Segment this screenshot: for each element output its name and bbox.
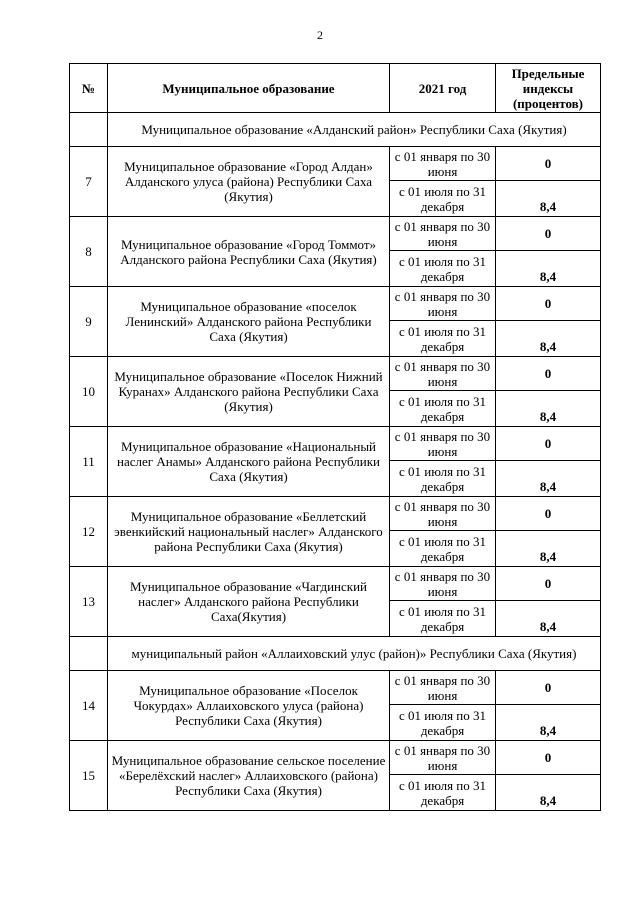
- header-index: Предельные индексы (процентов): [496, 64, 601, 113]
- section-row: [70, 113, 601, 147]
- table-row: [70, 497, 601, 531]
- index-first-half: 0: [496, 567, 601, 601]
- table-row: [70, 357, 601, 391]
- row-municipality: Муниципальное образование сельское поселение «Берелёхский наслег» Аллаиховского (района) Республики Саха (Якутия): [108, 741, 390, 811]
- period-first-half: с 01 января по 30 июня: [390, 741, 496, 775]
- period-second-half: с 01 июля по 31 декабря: [390, 705, 496, 741]
- index-first-half: 0: [496, 147, 601, 181]
- table-row: [70, 741, 601, 775]
- row-municipality: Муниципальное образование «Поселок Нижний Куранах» Алданского района Республики Саха (Якутия): [108, 357, 390, 427]
- index-first-half: 0: [496, 741, 601, 775]
- row-municipality: Муниципальное образование «Беллетский эвенкийский национальный наслег» Алданского района Республики Саха (Якутия): [108, 497, 390, 567]
- index-first-half: 0: [496, 357, 601, 391]
- row-number: 10: [70, 357, 108, 427]
- index-first-half: 0: [496, 427, 601, 461]
- row-number: 15: [70, 741, 108, 811]
- index-first-half: 0: [496, 671, 601, 705]
- page-number: 2: [317, 28, 323, 42]
- tariff-index-table: [69, 63, 601, 811]
- index-first-half: 0: [496, 497, 601, 531]
- period-second-half: с 01 июля по 31 декабря: [390, 775, 496, 811]
- row-municipality: Муниципальное образование «Национальный наслег Анамы» Алданского района Республики Саха (Якутия): [108, 427, 390, 497]
- index-second-half: 8,4: [496, 321, 601, 357]
- index-second-half: 8,4: [496, 181, 601, 217]
- row-number: 13: [70, 567, 108, 637]
- table-row: [70, 147, 601, 181]
- row-number: 11: [70, 427, 108, 497]
- index-second-half: 8,4: [496, 391, 601, 427]
- index-second-half: 8,4: [496, 531, 601, 567]
- row-municipality: Муниципальное образование «Город Томмот» Алданского района Республики Саха (Якутия): [108, 217, 390, 287]
- period-second-half: с 01 июля по 31 декабря: [390, 531, 496, 567]
- period-second-half: с 01 июля по 31 декабря: [390, 391, 496, 427]
- row-number: 7: [70, 147, 108, 217]
- section-title: муниципальный район «Аллаиховский улус (район)» Республики Саха (Якутия): [108, 637, 601, 671]
- row-municipality: Муниципальное образование «поселок Ленинский» Алданского района Республики Саха (Якутия): [108, 287, 390, 357]
- table-row: [70, 427, 601, 461]
- index-first-half: 0: [496, 217, 601, 251]
- period-first-half: с 01 января по 30 июня: [390, 217, 496, 251]
- period-first-half: с 01 января по 30 июня: [390, 287, 496, 321]
- index-second-half: 8,4: [496, 705, 601, 741]
- section-title: Муниципальное образование «Алданский район» Республики Саха (Якутия): [108, 113, 601, 147]
- period-second-half: с 01 июля по 31 декабря: [390, 251, 496, 287]
- header-year: 2021 год: [390, 64, 496, 113]
- period-first-half: с 01 января по 30 июня: [390, 671, 496, 705]
- period-first-half: с 01 января по 30 июня: [390, 497, 496, 531]
- period-first-half: с 01 января по 30 июня: [390, 147, 496, 181]
- row-municipality: Муниципальное образование «Поселок Чокурдах» Аллаиховского улуса (района) Республики Саха (Якутия): [108, 671, 390, 741]
- section-empty-cell: [70, 637, 108, 671]
- row-number: 8: [70, 217, 108, 287]
- index-second-half: 8,4: [496, 601, 601, 637]
- index-second-half: 8,4: [496, 775, 601, 811]
- row-municipality: Муниципальное образование «Город Алдан» Алданского улуса (района) Республики Саха (Якутия): [108, 147, 390, 217]
- header-num: №: [70, 64, 108, 113]
- table-row: [70, 287, 601, 321]
- index-first-half: 0: [496, 287, 601, 321]
- period-second-half: с 01 июля по 31 декабря: [390, 461, 496, 497]
- section-empty-cell: [70, 113, 108, 147]
- table-row: [70, 567, 601, 601]
- period-first-half: с 01 января по 30 июня: [390, 357, 496, 391]
- index-second-half: 8,4: [496, 461, 601, 497]
- period-second-half: с 01 июля по 31 декабря: [390, 321, 496, 357]
- row-number: 12: [70, 497, 108, 567]
- row-number: 14: [70, 671, 108, 741]
- period-second-half: с 01 июля по 31 декабря: [390, 181, 496, 217]
- row-number: 9: [70, 287, 108, 357]
- row-municipality: Муниципальное образование «Чагдинский наслег» Алданского района Республики Саха(Якутия): [108, 567, 390, 637]
- period-first-half: с 01 января по 30 июня: [390, 427, 496, 461]
- section-row: [70, 637, 601, 671]
- table-row: [70, 217, 601, 251]
- table-row: [70, 671, 601, 705]
- header-municipality: Муниципальное образование: [108, 64, 390, 113]
- period-second-half: с 01 июля по 31 декабря: [390, 601, 496, 637]
- index-second-half: 8,4: [496, 251, 601, 287]
- period-first-half: с 01 января по 30 июня: [390, 567, 496, 601]
- table-header-row: [70, 64, 601, 113]
